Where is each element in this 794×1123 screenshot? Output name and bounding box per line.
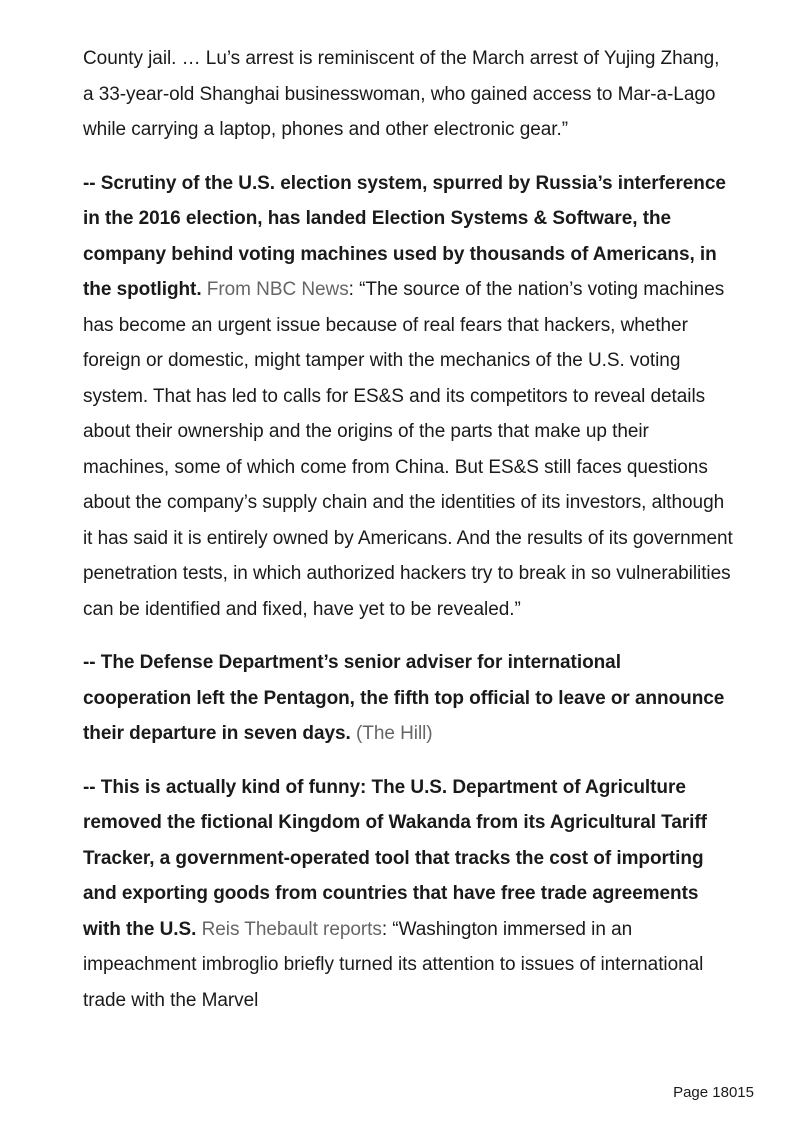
paragraph-3 (83, 645, 733, 752)
paragraph-2-body: : “The source of the nation’s voting machines has become an urgent issue because of real fears that hackers, whether foreign or domestic, might tamper with the mechanics of the U.S. voting system. That has led to calls for ES&S and its competitors to reveal details about their ownership and the origins of the parts that make up their machines, some of which come from China. But ES&S still faces questions about the company’s supply chain and the identities of its investors, although it has said it is entirely owned by Americans. And the results of its government penetration tests, in which authorized hackers try to break in so vulnerabilities can be identified and fixed, have yet to be revealed.” (83, 279, 733, 620)
paragraph-4-lead: -- This is actually kind of funny: The U.S. Department of Agriculture removed the fictional Kingdom of Wakanda from its Agricultural Tariff Tracker, a government-operated tool that tracks the cost of importing and exporting goods from countries that have free trade agreements with the U.S. (83, 776, 707, 940)
paragraph-3-lead: -- The Defense Department’s senior adviser for international cooperation left the Pentagon, the fifth top official to leave or announce their departure in seven days. (83, 652, 725, 744)
paragraph-4-body: : “Washington immersed in an impeachment imbroglio briefly turned its attention to issues of international trade with the Marvel (83, 918, 704, 1011)
paragraph-2-lead: -- Scrutiny of the U.S. election system, spurred by Russia’s interference in the 2016 election, has landed Election Systems & Software, the company behind voting machines used by thousands of Americans, in the spotlight. (83, 172, 726, 300)
paragraph-1 (83, 41, 733, 148)
document-body (83, 41, 733, 1036)
paragraph-2 (83, 166, 733, 628)
paragraph-2-source-link[interactable]: From NBC News (206, 279, 349, 300)
page-number: Page 18015 (673, 1084, 754, 1101)
paragraph-3-source-link[interactable]: (The Hill) (356, 723, 433, 744)
paragraph-4 (83, 770, 733, 1019)
paragraph-1-body: County jail. … Lu’s arrest is reminiscent of the March arrest of Yujing Zhang, a 33-year-old Shanghai businesswoman, who gained access to Mar-a-Lago while carrying a laptop, phones and other electronic gear.” (83, 48, 720, 140)
paragraph-4-source-link[interactable]: Reis Thebault reports (201, 918, 382, 940)
